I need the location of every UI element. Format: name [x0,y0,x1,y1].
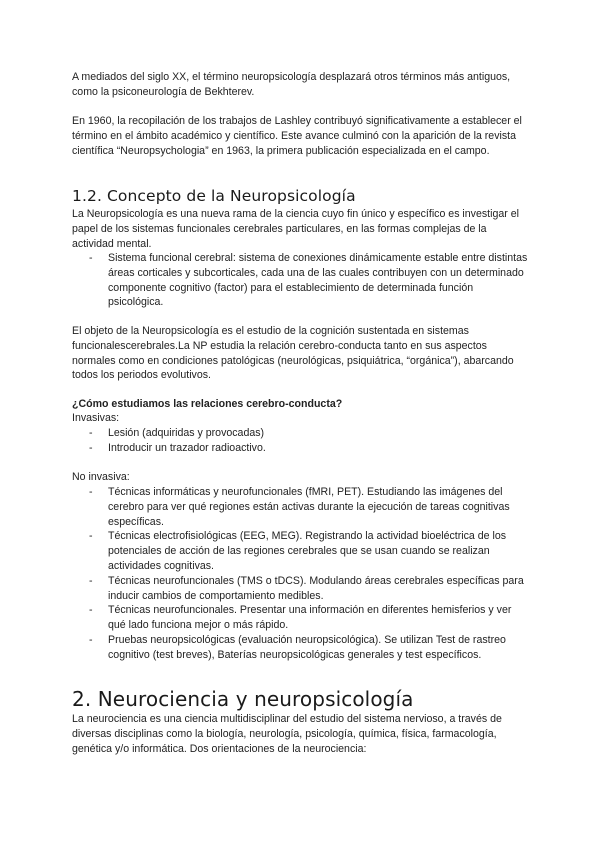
bullet-dash: - [89,574,93,587]
list-item-text: Técnicas electrofisiológicas (EEG, MEG). Registrando la actividad bioeléctrica de los potenciales de acción de las regiones cerebrales que se usan cuando se realizan actividades cognitivas. [108,530,507,572]
list-item [72,441,530,456]
list-item-text: Introducir un trazador radioactivo. [108,441,266,454]
intro-paragraph-1: A mediados del siglo XX, el término neuropsicología desplazará otros términos más antiguos, como la psiconeurología de Bekhterev. [72,71,511,98]
neuroscience-paragraph: La neurociencia es una ciencia multidisciplinar del estudio del sistema nervioso, a través de diversas disciplinas como la biología, neurología, psicología, química, física, farmacología, genética y/o informática. Dos orientaciones de la neurociencia: [72,713,502,755]
list-item [72,485,530,529]
question-heading: ¿Cómo estudiamos las relaciones cerebro-conducta? [72,398,343,410]
section-heading-1-2: 1.2. Concepto de la Neuropsicología [72,187,356,205]
list-item-text: Sistema funcional cerebral: sistema de conexiones dinámicamente estable entre distintas áreas corticales y subcorticales, cada una de las cuales contribuyen con un determinado componente cognitivo (factor) para el establecimiento de determinada función psicológica. [108,252,528,309]
intro-paragraph-2: En 1960, la recopilación de los trabajos de Lashley contribuyó significativamente a establecer el término en el ámbito académico y científico. Este avance culminó con la aparición de la revista científica “Neuropsychologia” en 1963, la primera publicación especializada en el campo. [72,115,522,157]
list-item [72,603,530,633]
object-paragraph: El objeto de la Neuropsicología es el estudio de la cognición sustentada en sistemas funcionalescerebrales.La NP estudia la relación cerebro-conducta tanto en sus aspectos normales como en condiciones patológicas (neurológicas, psiquiátrica, “orgánica”), abarcando todos los periodos evolutivos. [72,325,514,382]
list-item [72,426,530,441]
bullet-dash: - [89,604,93,617]
invasive-label: Invasivas: [72,412,120,424]
list-item [72,633,530,663]
list-item [72,574,530,604]
list-item-text: Técnicas neurofuncionales. Presentar una información en diferentes hemisferios y ver qué lado funciona mejor o más rápido. [108,604,512,632]
bullet-dash: - [89,252,93,264]
list-item-text: Lesión (adquiridas y provocadas) [108,427,265,439]
concept-paragraph: La Neuropsicología es una nueva rama de la ciencia cuyo fin único y específico es investigar el papel de los sistemas funcionales cerebrales particulares, en las formas complejas de la actividad mental. [72,208,519,250]
bullet-dash: - [89,486,93,498]
concept-bullet-list [72,251,530,310]
list-item-text: Técnicas informáticas y neurofuncionales (fMRI, PET). Estudiando las imágenes del cerebro para ver qué regiones están activas durante la ejecución de tareas cognitivas específicas. [108,486,510,528]
bullet-dash: - [89,530,93,543]
bullet-dash: - [89,633,93,646]
list-item [72,251,530,310]
list-item-text: Pruebas neuropsicológicas (evaluación neuropsicológica). Se utilizan Test de rastreo cognitivo (test breves), Baterías neuropsicológicas generales y test específicos. [108,633,506,661]
bullet-dash: - [89,441,93,454]
noninvasive-list [72,485,530,663]
noninvasive-label: No invasiva: [72,471,130,483]
section-heading-2: 2. Neurociencia y neuropsicología [72,687,414,711]
list-item-text: Técnicas neurofuncionales (TMS o tDCS). Modulando áreas cerebrales específicas para inducir cambios de comportamiento medibles. [108,574,524,602]
bullet-dash: - [89,427,93,439]
list-item [72,529,530,573]
invasive-list [72,426,530,456]
